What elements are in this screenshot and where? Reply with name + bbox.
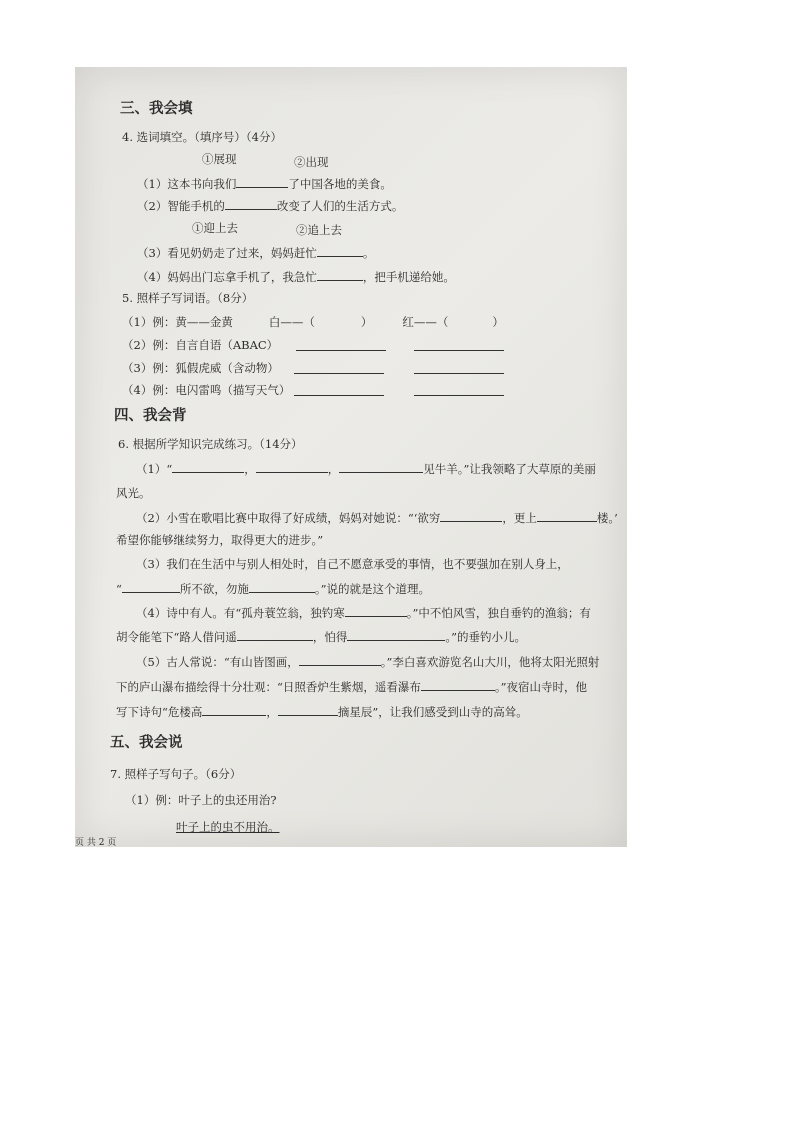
blank[interactable]: [440, 510, 502, 522]
blank[interactable]: [339, 461, 423, 473]
q7-heading: 7. 照样子写句子。（6分）: [110, 767, 242, 781]
blank[interactable]: [278, 704, 338, 716]
q4-item-4: （4）妈妈出门忘拿手机了，我急忙 ，把手机递给她。: [137, 270, 455, 284]
q6-item-3: （3）我们在生活中与别人相处时，自己不愿意承受的事情，也不要强加在别人身上，: [136, 557, 569, 571]
q4-option-4: ②追上去: [296, 223, 342, 237]
q4-item-3: （3）看见奶奶走了过来，妈妈赶忙 。: [137, 246, 375, 260]
q6-item-1: （1）“ ， ， 见牛羊。”让我领略了大草原的美丽: [136, 462, 596, 476]
answer-line[interactable]: [296, 350, 386, 351]
q4-heading: 4. 选词填空。（填序号）（4分）: [122, 130, 282, 144]
q5-row-3: （3）例：狐假虎威（含动物）: [122, 361, 279, 375]
section-3-title: 三、我会填: [120, 100, 193, 117]
blank[interactable]: [317, 245, 363, 257]
answer-line[interactable]: [414, 373, 504, 374]
q4-item-2: （2）智能手机的 改变了人们的生活方式。: [137, 199, 404, 213]
q6-item-4: （4）诗中有人。有“孤舟蓑笠翁，独钓寒 。”中不怕风雪，独自垂钓的渔翁；有: [136, 606, 591, 620]
answer-line[interactable]: [294, 395, 384, 396]
q7-example: （1）例：叶子上的虫还用治?: [125, 793, 277, 807]
q7-example-answer: 叶子上的虫不用治。: [176, 820, 280, 834]
q6-item-5: （5）古人常说：“有山皆图画， 。”李白喜欢游览名山大川，他将太阳光照射: [136, 655, 600, 669]
blank[interactable]: [345, 605, 407, 617]
q4-item-1: （1）这本书向我们 了中国各地的美食。: [137, 177, 392, 191]
q4-option-3: ①迎上去: [192, 221, 238, 235]
q6-item-3-cont: “ 所不欲，勿施 。”说的就是这个道理。: [116, 582, 431, 596]
q5-row-1: （1）例：黄——金黄 白——（ ） 红——（ ）: [122, 315, 504, 329]
q6-item-4-cont: 胡令能笔下“路人借问遥 ，怕得 。”的垂钓小儿。: [116, 630, 527, 644]
blank[interactable]: [172, 461, 244, 473]
blank[interactable]: [347, 629, 445, 641]
answer-line[interactable]: [414, 350, 504, 351]
blank[interactable]: [421, 679, 495, 691]
q5-heading: 5. 照样子写词语。（8分）: [122, 291, 254, 305]
blank[interactable]: [299, 654, 381, 666]
q6-item-2-cont: 希望你能够继续努力，取得更大的进步。”: [116, 533, 324, 547]
q4-option-2: ②出现: [294, 155, 329, 169]
blank[interactable]: [249, 581, 315, 593]
section-4-title: 四、我会背: [114, 407, 187, 424]
blank[interactable]: [202, 704, 266, 716]
blank[interactable]: [236, 176, 288, 188]
q5-row-2: （2）例：自言自语（ABAC）: [122, 338, 279, 352]
answer-line[interactable]: [294, 373, 384, 374]
blank[interactable]: [256, 461, 328, 473]
blank[interactable]: [225, 198, 277, 210]
q6-heading: 6. 根据所学知识完成练习。（14分）: [118, 437, 303, 451]
q6-item-5-cont2: 写下诗句“危楼高 ， 摘星辰”，让我们感受到山寺的高耸。: [116, 705, 528, 719]
q4-option-1: ①展现: [202, 152, 237, 166]
blank[interactable]: [317, 269, 363, 281]
blank[interactable]: [237, 629, 313, 641]
blank[interactable]: [537, 510, 597, 522]
q5-row-4: （4）例：电闪雷鸣（描写天气）: [122, 383, 291, 397]
q6-item-5-cont: 下的庐山瀑布描绘得十分壮观：“日照香炉生紫烟，遥看瀑布 。”夜宿山寺时，他: [116, 680, 588, 694]
page-footer: 页 共 2 页: [75, 838, 117, 848]
section-5-title: 五、我会说: [110, 734, 183, 751]
blank[interactable]: [122, 581, 180, 593]
answer-line[interactable]: [414, 395, 504, 396]
q6-item-2: （2）小雪在歌唱比赛中取得了好成绩，妈妈对她说：“‘欲穷 ，更上 楼。’: [136, 511, 618, 525]
q6-item-1-cont: 风光。: [116, 486, 151, 500]
